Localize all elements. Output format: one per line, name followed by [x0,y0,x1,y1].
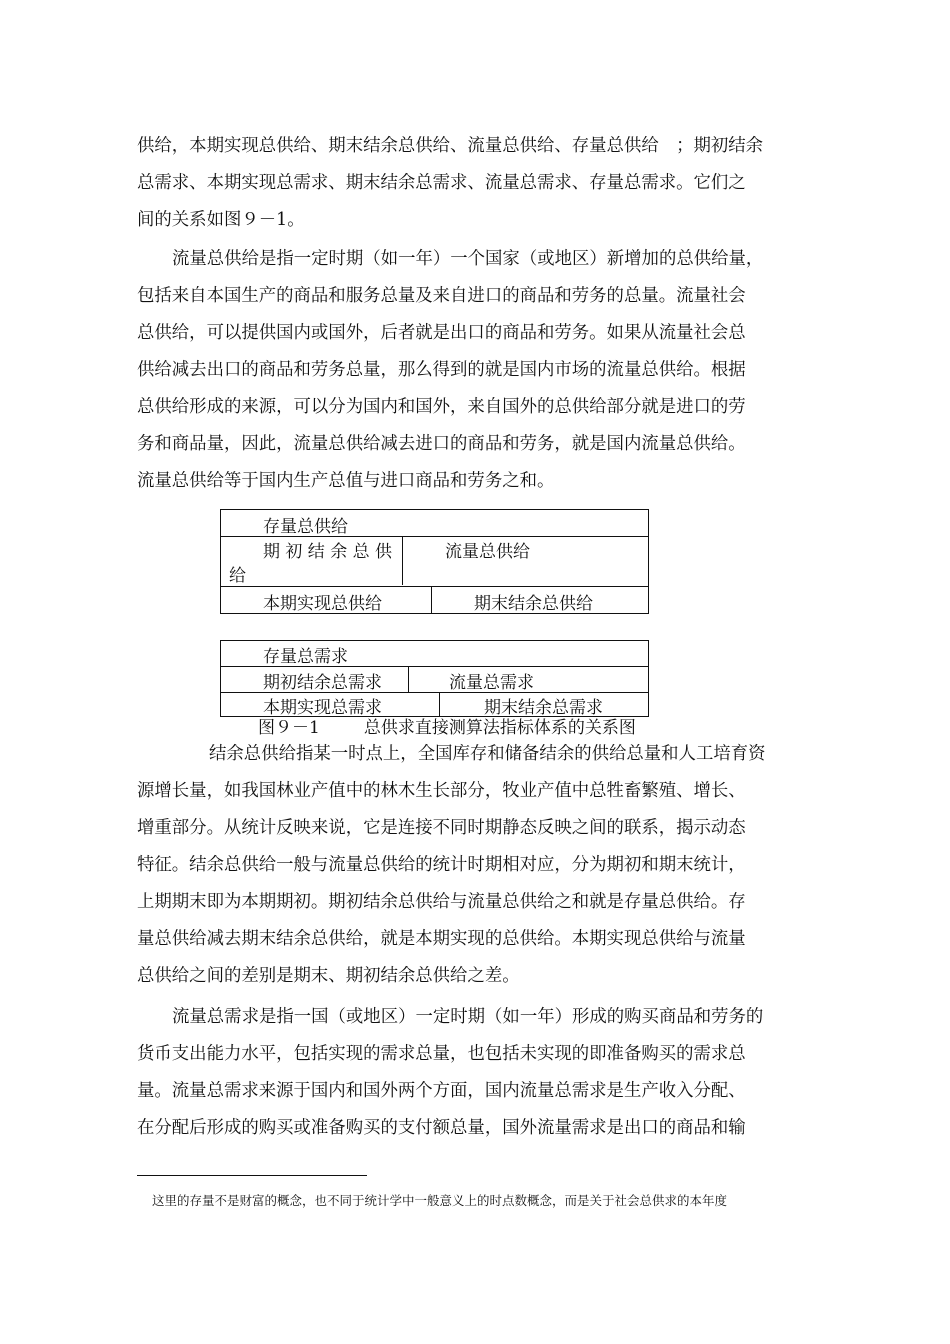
supply-relation-table [220,509,649,614]
text-line: 总供给形成的来源，可以分为国内和国外，来自国外的总供给部分就是进口的劳 [137,397,746,417]
cell-realized-supply-text: 本期实现总供给 [263,594,382,614]
text-line: 量。流量总需求来源于国内和国外两个方面，国内流量总需求是生产收入分配、 [137,1081,746,1101]
cell-stock-demand: 存量总需求 [263,647,348,667]
cell-opening-demand-text: 期初结余总需求 [263,673,382,693]
text-line: 流量总供给是指一定时期（如一年）一个国家（或地区）新增加的总供给量， [172,249,764,269]
text-line: 货币支出能力水平，包括实现的需求总量，也包括未实现的即准备购买的需求总 [137,1044,746,1064]
demand-relation-table [220,640,649,717]
text-line: 供给减去出口的商品和劳务总量，那么得到的就是国内市场的流量总供给。根据 [137,360,746,380]
text-line: 流量总供给等于国内生产总值与进口商品和劳务之和。 [137,471,555,491]
cell-realized-supply [221,587,432,614]
figure-caption [258,713,636,738]
text-line: 供给，本期实现总供给、期末结余总供给、流量总供给、存量总供给 ；期初结余 [137,136,764,156]
footnote: 这里的存量不是财富的概念，也不同于统计学中一般意义上的时点数概念，而是关于社会总供求的本年度 [152,1193,728,1208]
cell-stock-supply: 存量总供给 [263,517,348,537]
text-line: 务和商品量，因此，流量总供给减去进口的商品和劳务，就是国内流量总供给。 [137,434,746,454]
text-line: 在分配后形成的购买或准备购买的支付额总量，国外流量需求是出口的商品和输 [137,1118,746,1138]
cell-opening-demand [221,667,409,692]
text-line: 包括来自本国生产的商品和服务总量及来自进口的商品和劳务的总量。流量社会 [137,286,746,306]
text-line: 增重部分。从统计反映来说，它是连接不同时期静态反映之间的联系，揭示动态 [137,818,746,838]
cell-flow-supply: 流量总供给 [445,542,530,562]
figure-number: 图９－1 [258,718,320,738]
text-line: 上期期末即为本期期初。期初结余总供给与流量总供给之和就是存量总供给。存 [137,892,746,912]
paragraph-3 [137,736,815,995]
paragraph-4 [137,999,815,1147]
text-line: 量总供给减去期末结余总供给，就是本期实现的总供给。本期实现总供给与流量 [137,929,746,949]
text-line: 流量总需求是指一国（或地区）一定时期（如一年）形成的购买商品和劳务的 [172,1007,764,1027]
paragraph-1 [137,128,815,239]
figure-title: 总供求直接测算法指标体系的关系图 [363,718,636,738]
footnote-separator [137,1175,367,1176]
text-line: 源增长量，如我国林业产值中的林木生长部分，牧业产值中总牲畜繁殖、增长、 [137,781,746,801]
cell-closing-demand: 期末结余总需求 [484,698,603,718]
supply-row-3 [221,586,648,614]
cell-opening-supply-text: 期 初 结 余 总 供 [263,542,393,562]
cell-flow-demand: 流量总需求 [449,673,534,693]
text-line: 特征。结余总供给一般与流量总供给的统计时期相对应，分为期初和期末统计， [137,855,746,875]
cell-realized-demand-text: 本期实现总需求 [263,698,382,718]
text-line: 总需求、本期实现总需求、期末结余总需求、流量总需求、存量总需求。它们之 [137,173,746,193]
supply-row-2 [221,536,648,586]
paragraph-2 [137,241,815,500]
text-line: 总供给之间的差别是期末、期初结余总供给之差。 [137,966,520,986]
text-line: 结余总供给指某一时点上，全国库存和储备结余的供给总量和人工培育资 [209,744,766,764]
cell-opening-supply [221,537,403,585]
cell-opening-supply-text-wrap: 给 [229,566,246,586]
cell-closing-supply: 期末结余总供给 [474,594,593,614]
text-line: 间的关系如图９－1。 [137,210,305,230]
demand-row-2 [221,666,648,692]
text-line: 总供给，可以提供国内或国外，后者就是出口的商品和劳务。如果从流量社会总 [137,323,746,343]
